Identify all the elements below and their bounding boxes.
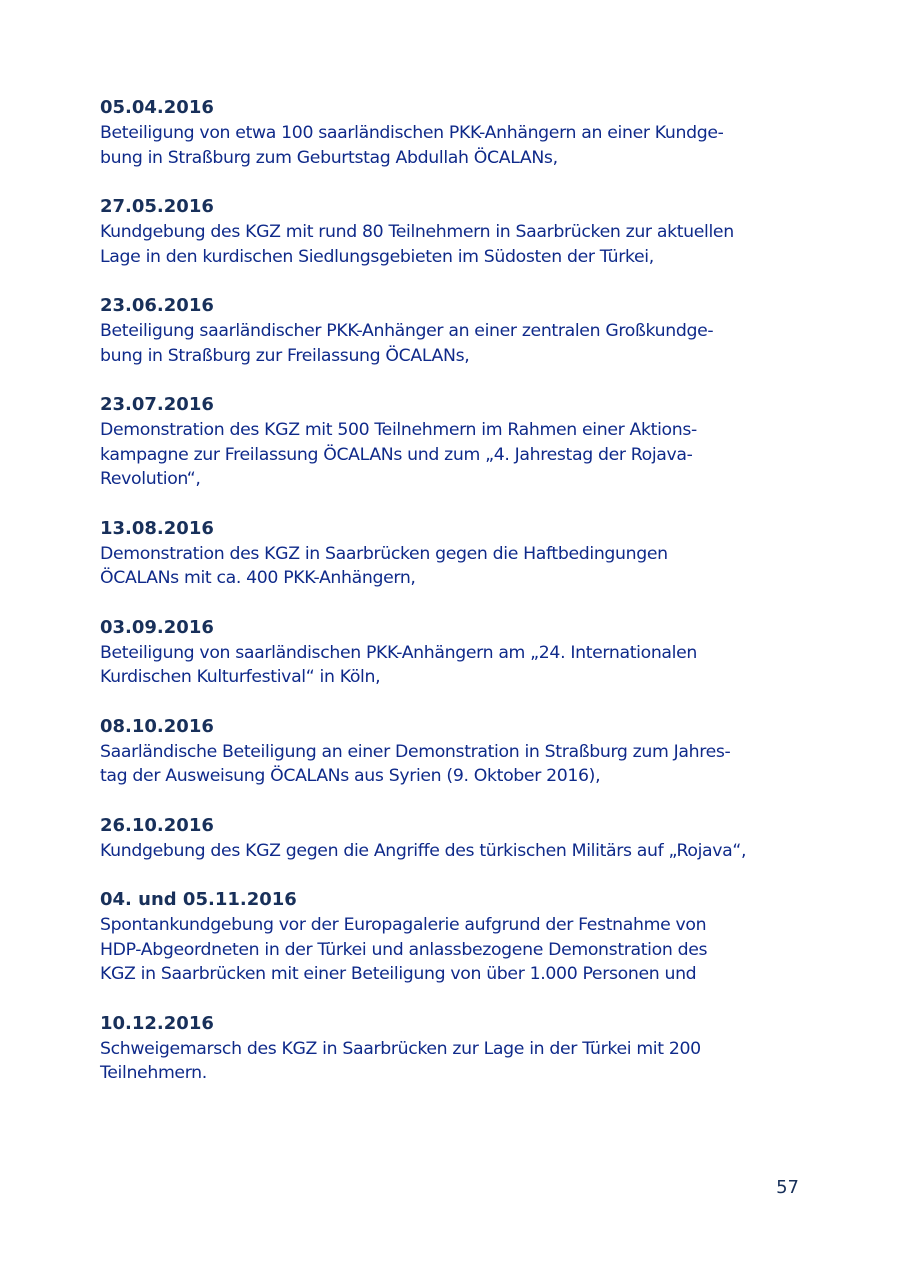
event-date: 04. und 05.11.2016 xyxy=(100,889,297,910)
event-description: Kundgebung des KGZ gegen die Angriffe des türkischen Militärs auf „Rojava“, xyxy=(100,840,747,861)
event-entry xyxy=(100,95,820,170)
event-description: Demonstration des KGZ in Saarbrücken gegen die Haftbedingungen ÖCALANs mit ca. 400 PKK-Anhängern, xyxy=(100,543,668,588)
event-entry xyxy=(100,392,820,492)
event-date: 10.12.2016 xyxy=(100,1012,214,1034)
event-date: 05.04.2016 xyxy=(100,97,214,118)
event-entry xyxy=(100,887,820,987)
page-number: 57 xyxy=(776,1177,799,1198)
event-entry xyxy=(100,714,820,789)
event-description: Kundgebung des KGZ mit rund 80 Teilnehmern in Saarbrücken zur aktuellen Lage in den kurdischen Siedlungsgebieten im Südosten der Türkei, xyxy=(100,222,734,267)
event-description: Beteiligung saarländischer PKK-Anhänger an einer zentralen Großkundge- bung in Straßburg zur Freilassung ÖCALANs, xyxy=(100,321,714,366)
event-description: Schweigemarsch des KGZ in Saarbrücken zur Lage in der Türkei mit 200 Teilnehmern. xyxy=(100,1038,701,1083)
event-description: Spontankundgebung vor der Europagalerie aufgrund der Festnahme von HDP-Abgeordneten in der Türkei und anlassbezogene Demonstration des KGZ in Saarbrücken mit einer Beteiligung von über 1.000 Personen und xyxy=(100,915,708,984)
event-date: 23.06.2016 xyxy=(100,295,214,316)
event-date: 08.10.2016 xyxy=(100,715,214,737)
event-entry xyxy=(100,813,820,864)
event-description: Demonstration des KGZ mit 500 Teilnehmern im Rahmen einer Aktions- kampagne zur Freilassung ÖCALANs und zum „4. Jahrestag der Rojava- Revolution“, xyxy=(100,420,697,489)
event-entry xyxy=(100,516,820,591)
event-entry xyxy=(100,293,820,368)
event-date: 27.05.2016 xyxy=(100,196,214,217)
event-date: 03.09.2016 xyxy=(100,616,214,638)
event-date: 26.10.2016 xyxy=(100,814,214,836)
event-entry xyxy=(100,615,820,690)
event-description: Saarländische Beteiligung an einer Demonstration in Straßburg zum Jahres- tag der Ausweisung ÖCALANs aus Syrien (9. Oktober 2016), xyxy=(100,741,731,786)
event-description: Beteiligung von etwa 100 saarländischen PKK-Anhängern an einer Kundge- bung in Straßburg zum Geburtstag Abdullah ÖCALANs, xyxy=(100,123,724,168)
event-date: 13.08.2016 xyxy=(100,517,214,539)
event-entry xyxy=(100,1011,820,1086)
event-entry xyxy=(100,194,820,269)
document-body xyxy=(100,95,820,1110)
event-description: Beteiligung von saarländischen PKK-Anhängern am „24. Internationalen Kurdischen Kulturfestival“ in Köln, xyxy=(100,642,697,687)
event-date: 23.07.2016 xyxy=(100,394,214,415)
